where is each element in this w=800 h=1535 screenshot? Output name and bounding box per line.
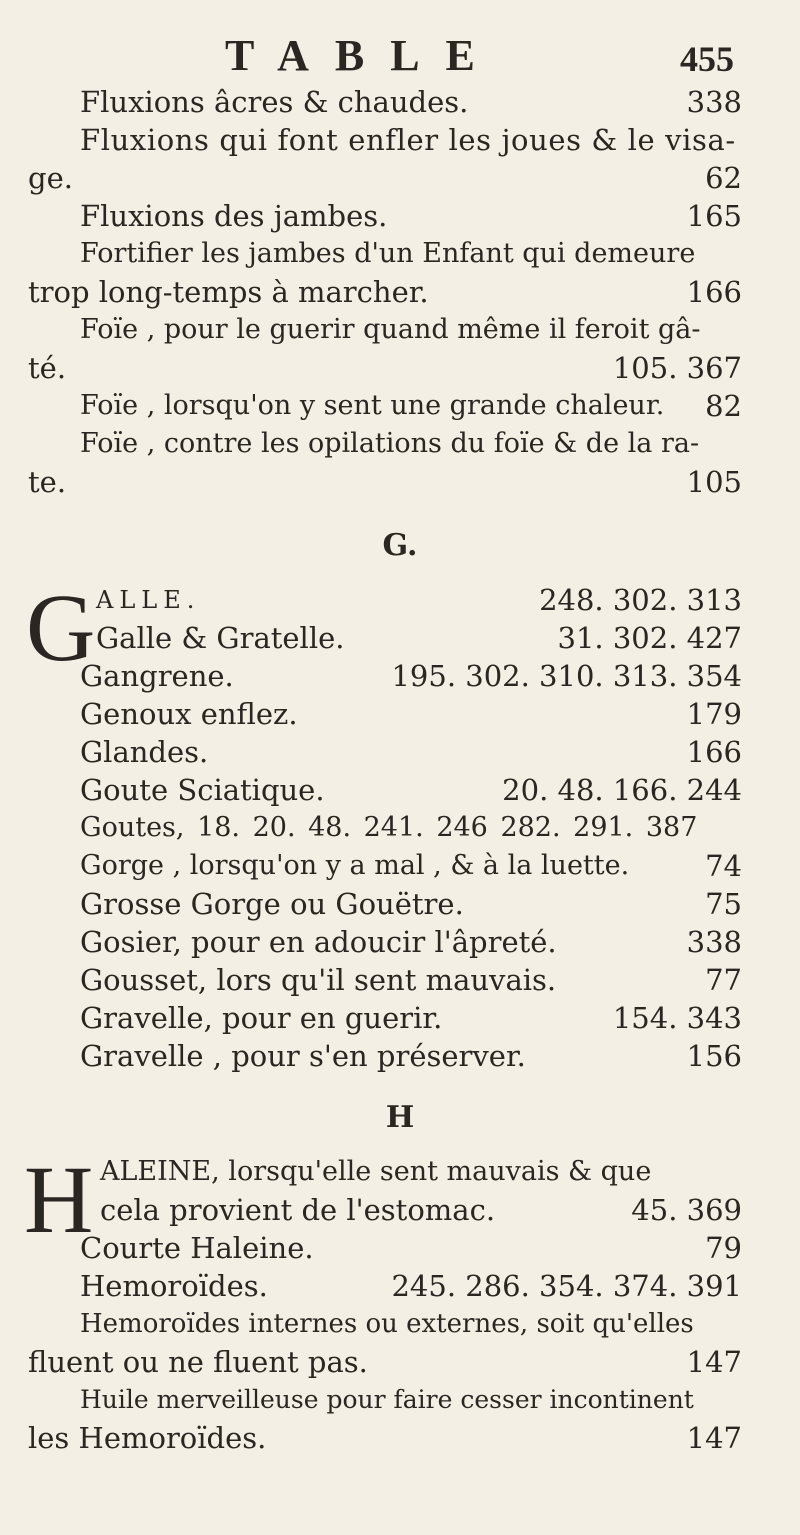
index-entry: Gousset, lors qu'il sent mauvais. 77 xyxy=(80,963,742,997)
page-title: TABLE xyxy=(225,31,501,80)
index-entry: Gosier, pour en adoucir l'âpreté. 338 xyxy=(80,925,742,959)
index-entry: Goute Sciatique. 20. 48. 166. 244 xyxy=(80,773,742,807)
index-entry: Fluxions âcres & chaudes. 338 xyxy=(80,85,742,119)
index-entry: Huile merveilleuse pour faire cesser incontinent xyxy=(80,1385,694,1414)
index-entry: Galle & Gratelle. 31. 302. 427 xyxy=(96,621,742,655)
page-number: 455 xyxy=(680,39,734,79)
index-entry: té. 105. 367 xyxy=(28,351,742,385)
index-entry: Gravelle , pour s'en préserver. 156 xyxy=(80,1039,742,1073)
index-entry: Fortifier les jambes d'un Enfant qui demeure xyxy=(80,238,696,269)
index-entry: Hemoroïdes internes ou externes, soit qu'elles xyxy=(80,1309,694,1339)
index-entry: Fluxions des jambes. 165 xyxy=(80,199,742,233)
index-entry: fluent ou ne fluent pas. 147 xyxy=(28,1345,742,1379)
index-entry: Gangrene. 195. 302. 310. 313. 354 xyxy=(80,659,742,693)
index-entry: Foïe , lorsqu'on y sent une grande chaleur. 82 xyxy=(80,389,742,423)
index-entry: Courte Haleine. 79 xyxy=(80,1231,742,1265)
index-entry: Genoux enflez. 179 xyxy=(80,697,742,731)
index-entry: cela provient de l'estomac. 45. 369 xyxy=(100,1193,742,1227)
dropcap-h: H xyxy=(24,1146,94,1253)
section-letter-g: G. xyxy=(382,528,418,563)
index-entry: Glandes. 166 xyxy=(80,735,742,769)
index-entry: ALEINE, lorsqu'elle sent mauvais & que xyxy=(100,1156,652,1187)
index-entry: trop long-temps à marcher. 166 xyxy=(28,275,742,309)
index-entry: Gorge , lorsqu'on y a mal , & à la luette. 74 xyxy=(80,849,742,883)
index-entry: ALLE. 248. 302. 313 xyxy=(96,583,742,617)
index-entry: Grosse Gorge ou Gouëtre. 75 xyxy=(80,887,742,921)
running-header xyxy=(0,30,800,80)
index-entry: ge. 62 xyxy=(28,161,742,195)
index-entry: Foïe , contre les opilations du foïe & de la ra- xyxy=(80,428,700,459)
dropcap-g: G xyxy=(26,574,96,681)
index-entry: les Hemoroïdes. 147 xyxy=(28,1421,742,1455)
index-entry: Gravelle, pour en guerir. 154. 343 xyxy=(80,1001,742,1035)
index-entry: Hemoroïdes. 245. 286. 354. 374. 391 xyxy=(80,1269,742,1303)
section-letter-h: H xyxy=(385,1100,415,1135)
index-entry: Fluxions qui font enfler les joues & le visa- xyxy=(80,123,736,157)
index-entry: Foïe , pour le guerir quand même il feroit gâ- xyxy=(80,314,701,345)
index-entry: te. 105 xyxy=(28,465,742,499)
index-entry: Goutes, 18. 20. 48. 241. 246 282. 291. 387 xyxy=(80,812,698,843)
